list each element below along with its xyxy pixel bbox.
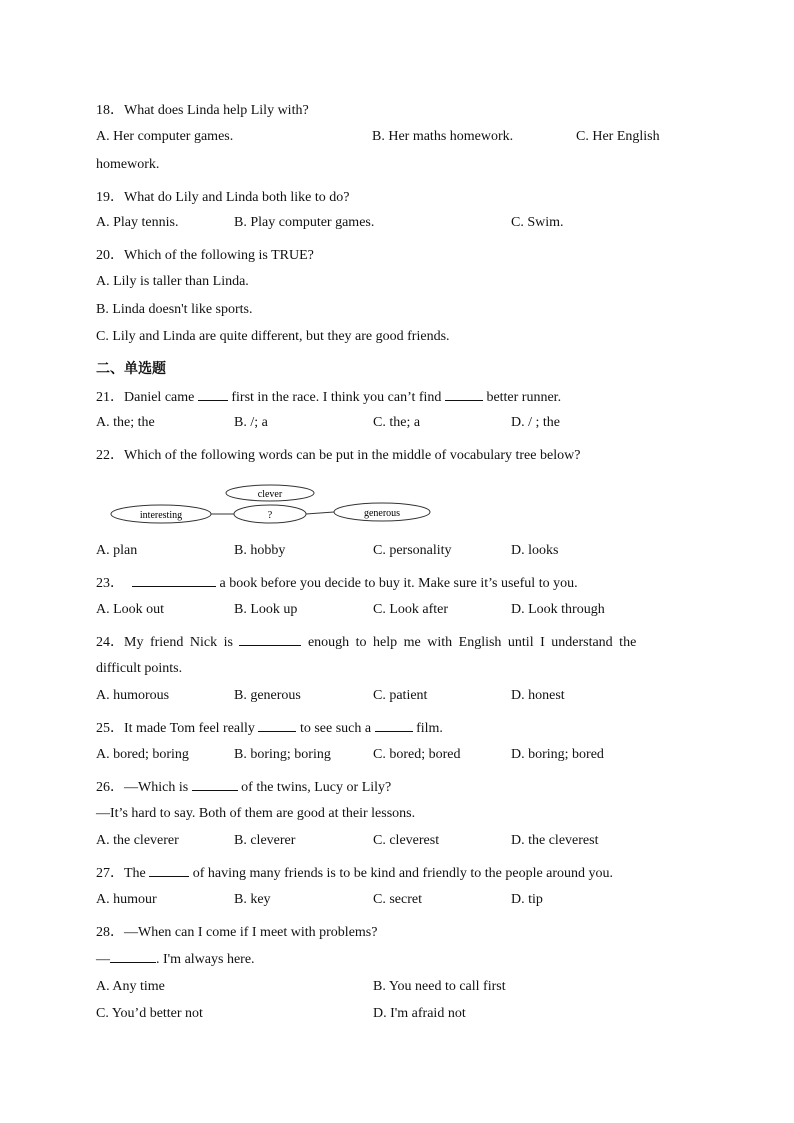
- q26-option-b: B. cleverer: [234, 833, 296, 848]
- q21-blank-2: [445, 389, 483, 401]
- q23-option-b: B. Look up: [234, 602, 298, 617]
- tree-label-center: ?: [267, 510, 273, 521]
- tree-label-top: clever: [257, 489, 283, 500]
- q27-option-a: A. humour: [96, 892, 157, 907]
- q23-option-c: C. Look after: [373, 602, 449, 617]
- q28-option-c: C. You’d better not: [96, 1006, 203, 1021]
- q21-text-3: better runner.: [482, 390, 562, 405]
- q28-text-1: —: [96, 952, 110, 967]
- vocabulary-tree-diagram: [108, 480, 438, 528]
- q28-text-2: . I'm always here.: [156, 952, 255, 967]
- q22-option-d: D. looks: [511, 543, 559, 558]
- q28-option-a: A. Any time: [96, 979, 165, 994]
- q26-stem: [96, 776, 391, 796]
- q23-blank: [132, 575, 216, 587]
- q27-option-d: D. tip: [511, 892, 543, 907]
- section-heading: 二、单选题: [96, 361, 166, 377]
- q25-text-1: 25．It made Tom feel really: [96, 721, 259, 736]
- q26-text-1: 26．—Which is: [96, 780, 192, 795]
- q27-blank: [149, 865, 189, 877]
- q28-dialogue-reply: [96, 951, 255, 968]
- q26-option-a: A. the cleverer: [96, 833, 179, 848]
- q23-option-d: D. Look through: [511, 602, 605, 617]
- q21-option-b: B. /; a: [234, 415, 268, 430]
- q24-option-c: C. patient: [373, 688, 428, 703]
- q25-blank-2: [375, 720, 413, 732]
- q18-option-c: C. Her English: [576, 129, 660, 144]
- q20-option-c: C. Lily and Linda are quite different, but they are good friends.: [96, 329, 450, 344]
- q28-stem: 28．—When can I come if I meet with problems?: [96, 925, 378, 940]
- q26-blank: [192, 779, 238, 791]
- q27-text-2: of having many friends is to be kind and friendly to the people around you.: [189, 866, 614, 881]
- tree-label-right: generous: [363, 508, 401, 519]
- q25-text-2: to see such a: [296, 721, 375, 736]
- q18-option-c-cont: homework.: [96, 157, 160, 172]
- q20-option-b: B. Linda doesn't like sports.: [96, 302, 253, 317]
- q18-option-b: B. Her maths homework.: [372, 129, 514, 144]
- q25-option-d: D. boring; bored: [511, 747, 604, 762]
- q22-option-a: A. plan: [96, 543, 138, 558]
- q27-option-c: C. secret: [373, 892, 422, 907]
- q23-text-1: 23．: [96, 576, 124, 591]
- q24-option-d: D. honest: [511, 688, 565, 703]
- q19-stem: 19．What do Lily and Linda both like to do?: [96, 190, 350, 205]
- q25-option-c: C. bored; bored: [373, 747, 461, 762]
- q28-blank: [110, 951, 156, 963]
- q19-option-c: C. Swim.: [511, 215, 564, 230]
- q26-text-2: of the twins, Lucy or Lily?: [237, 780, 392, 795]
- q19-option-b: B. Play computer games.: [234, 215, 375, 230]
- q26-option-d: D. the cleverest: [511, 833, 599, 848]
- q21-text-1: 21．Daniel came: [96, 390, 198, 405]
- q27-stem: [96, 862, 613, 882]
- q27-option-b: B. key: [234, 892, 271, 907]
- q24-blank: [239, 634, 301, 646]
- q21-text-2: first in the race. I think you can’t find: [227, 390, 445, 405]
- q28-option-b: B. You need to call first: [373, 979, 506, 994]
- q22-option-b: B. hobby: [234, 543, 286, 558]
- q22-stem: 22．Which of the following words can be put in the middle of vocabulary tree below?: [96, 448, 581, 463]
- q19-option-a: A. Play tennis.: [96, 215, 179, 230]
- q25-text-3: film.: [412, 721, 443, 736]
- q24-option-b: B. generous: [234, 688, 301, 703]
- tree-label-left: interesting: [139, 510, 183, 521]
- q24-stem-cont: difficult points.: [96, 661, 183, 676]
- q25-stem: [96, 717, 443, 737]
- q21-blank-1: [198, 389, 228, 401]
- tree-link-right: [306, 512, 334, 514]
- q26-dialogue-reply: —It’s hard to say. Both of them are good at their lessons.: [96, 806, 416, 821]
- q25-option-a: A. bored; boring: [96, 747, 189, 762]
- q18-option-a: A. Her computer games.: [96, 129, 234, 144]
- q23-stem: [96, 572, 578, 592]
- q21-option-c: C. the; a: [373, 415, 421, 430]
- q22-option-c: C. personality: [373, 543, 452, 558]
- q18-stem: 18．What does Linda help Lily with?: [96, 103, 309, 118]
- q25-blank-1: [258, 720, 296, 732]
- q23-text-2: a book before you decide to buy it. Make sure it’s useful to you.: [216, 576, 578, 591]
- q23-option-a: A. Look out: [96, 602, 165, 617]
- q24-text-1: 24．My friend Nick is: [96, 635, 240, 650]
- q27-text-1: 27．The: [96, 866, 150, 881]
- q21-stem: [96, 386, 561, 406]
- q20-option-a: A. Lily is taller than Linda.: [96, 274, 249, 289]
- q26-option-c: C. cleverest: [373, 833, 440, 848]
- q21-option-a: A. the; the: [96, 415, 155, 430]
- q24-stem: [96, 631, 636, 651]
- q20-stem: 20．Which of the following is TRUE?: [96, 248, 314, 263]
- q25-option-b: B. boring; boring: [234, 747, 331, 762]
- q24-text-2: enough to help me with English until I understand the: [301, 635, 637, 650]
- q21-option-d: D. / ; the: [511, 415, 560, 430]
- q24-option-a: A. humorous: [96, 688, 170, 703]
- q28-option-d: D. I'm afraid not: [373, 1006, 466, 1021]
